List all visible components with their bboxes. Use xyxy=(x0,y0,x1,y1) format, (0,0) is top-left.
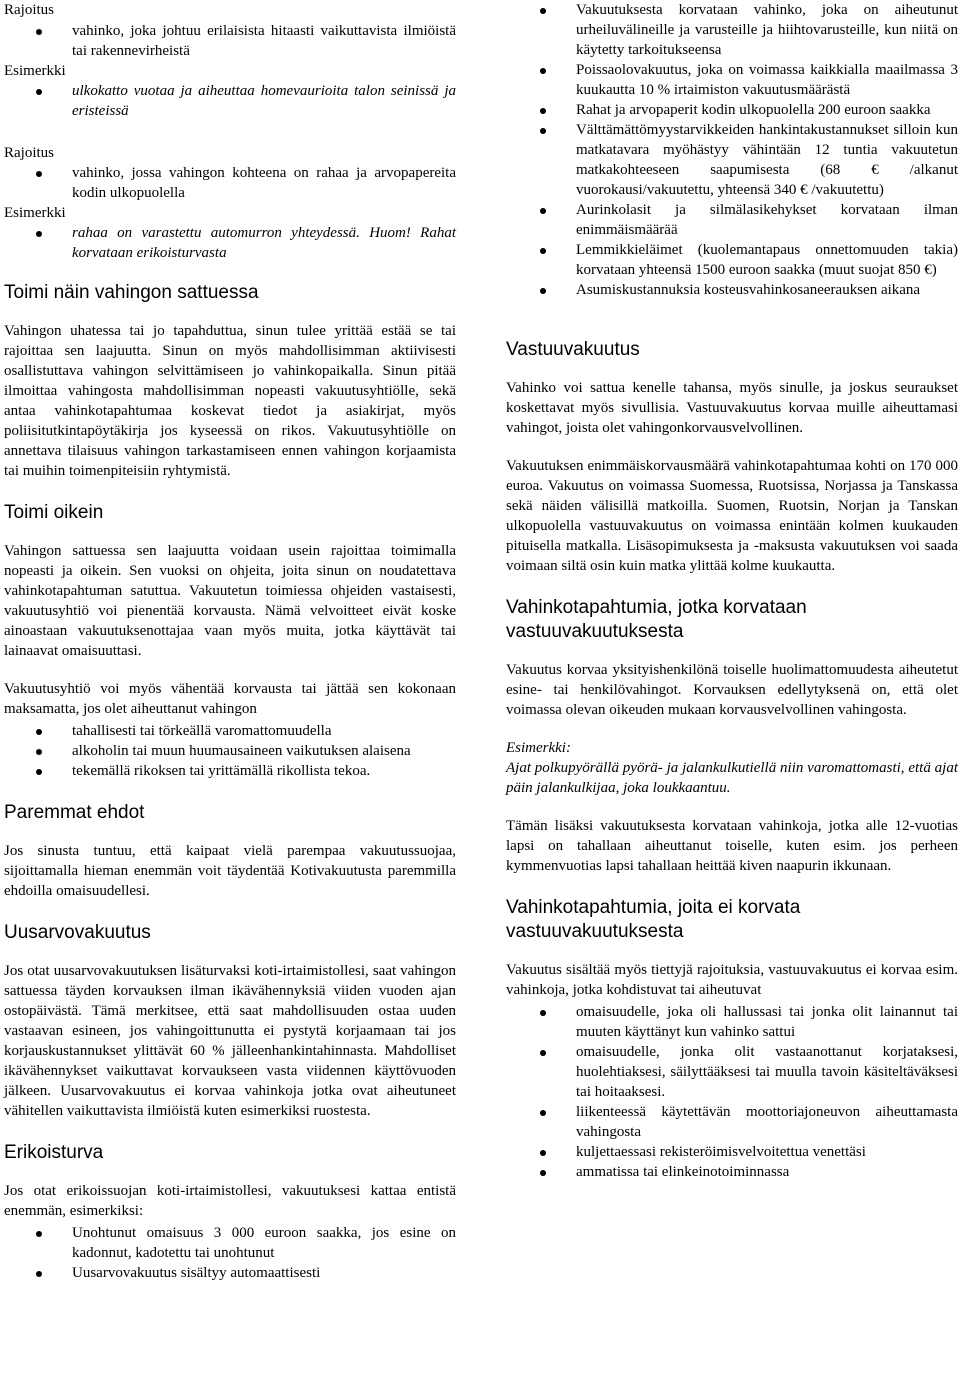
esimerkki-list xyxy=(4,81,456,121)
list-item: Välttämättömyystarvikkeiden hankintakustannukset silloin kun matkatavara myöhästyy vähintään 12 tuntia vakuutetun matkakohteeseen saapumisesta (68 € /alkanut vuorokausi/vakuutettu, yhteensä 340 € /vakuutettu) xyxy=(506,120,958,200)
list-item: Unohtunut omaisuus 3 000 euroon saakka, jos esine on kadonnut, kadotettu tai unohtunut xyxy=(4,1223,456,1263)
paragraph: Jos otat erikoissuojan koti-irtaimistollesi, vakuutuksesi kattaa entistä enemmän, esimerkiksi: xyxy=(4,1183,456,1219)
left-column xyxy=(4,0,456,1283)
section-heading: Paremmat ehdot xyxy=(4,802,145,823)
rajoitus-list xyxy=(4,163,456,203)
exclusions-list xyxy=(506,1002,958,1182)
paragraph: Jos otat uusarvovakuutuksen lisäturvaksi koti-irtaimistollesi, saat vahingon sattuessa täyden korvauksen ilman ikävähennyksiä viiden vuoden ajan ostopäivästä. Tämä merkitsee, että saat mahdollisuuden ostaa uuden vastaavan esineen, jos vahingoittunutta ei pystytä korjaamaan tai jos korjauskustannukset ylittävät 60 % jälleenhankintahinnasta. Mahdolliset ikävähennykset vaikuttavat korvaukseen vasta viidennen käyttövuoden jälkeen. Uusarvovakuutus ei korvaa vahinkoja jotka ovat aiheutuneet vähitellen vaikuttavista ilmiöistä kuten esimerkiksi ruostesta. xyxy=(4,963,456,1119)
list-item: tahallisesti tai törkeällä varomattomuudella xyxy=(4,721,456,741)
rajoitus-label: Rajoitus xyxy=(4,2,55,18)
section-heading: Toimi näin vahingon sattuessa xyxy=(4,282,259,303)
esimerkki-label: Esimerkki xyxy=(4,205,66,221)
list-item: tekemällä rikoksen tai yrittämällä rikollista tekoa. xyxy=(4,761,456,781)
esimerkki-label: Esimerkki: xyxy=(506,740,571,756)
paragraph: Vahingon uhatessa tai jo tapahduttua, sinun tulee yrittää estää se tai rajoittaa sen laajuutta. Sinun on myös mahdollisimman aktiivisesti osallistuttava vahingon selvittämiseen jo vahinkopaikalla. Sinun pitää ilmoittaa vahingosta mahdollisimman nopeasti vakuutusyhtiölle, sekä antaa vahinkotapahtumaa koskevat tiedot ja asiakirjat, myös poliisitutkintapöytäkirja jos kyseessä on rikos. Vakuutusyhtiölle on annettava tilaisuus vahingon tarkastamiseen ennen vahingon korjaamista tai muihin toimenpiteisiin ryhtymistä. xyxy=(4,323,456,479)
section-heading: Uusarvovakuutus xyxy=(4,922,151,943)
list-item: omaisuudelle, jonka olit vastaanottanut korjataksesi, huolehtiaksesi, säilyttääksesi tai muulla tavoin käsiteltäväksesi tai hoitaaksesi. xyxy=(506,1042,958,1102)
list-item: ammatissa tai elinkeinotoiminnassa xyxy=(506,1162,958,1182)
right-column xyxy=(506,0,958,1182)
paragraph: Tämän lisäksi vakuutuksesta korvataan vahinkoja, jotka alle 12-vuotias lapsi on tahallaan aiheuttanut toiselle, kuten esim. jos perheen kymmenvuotias lapsi tahallaan heittää kiven naapurin ikkunaan. xyxy=(506,818,958,874)
paragraph: Vahingon sattuessa sen laajuutta voidaan usein rajoittaa toimimalla nopeasti ja oikein. Sen vuoksi on ohjeita, joita sinun on noudatettava vahinkotapahtuman satuttua. Vakuutetun toimiessa ohjeiden vastaisesti, vakuutusyhtiö voi pienentää korvausta. Nämä velvoitteet eivät koske ainoastaan vakuutuksenottajaa vaan myös muita, jotka käyttävät tai lainaavat omaisuuttasi. xyxy=(4,543,456,659)
list-item: liikenteessä käytettävän moottoriajoneuvon aiheuttamasta vahingosta xyxy=(506,1102,958,1142)
list-item: Vakuutuksesta korvataan vahinko, joka on aiheutunut urheiluvälineille ja varusteille ja hiihtovarusteille, kun niitä on käytetty tarkoitukseensa xyxy=(506,0,958,60)
vahentaa-list xyxy=(4,721,456,781)
section-heading: Vastuuvakuutus xyxy=(506,339,640,360)
list-item: alkoholin tai muun huumausaineen vaikutuksen alaisena xyxy=(4,741,456,761)
list-item: rahaa on varastettu automurron yhteydessä. Huom! Rahat korvataan erikoisturvasta xyxy=(4,223,456,263)
list-item: omaisuudelle, joka oli hallussasi tai jonka olit lainannut tai muuten käyttänyt kun vahinko sattui xyxy=(506,1002,958,1042)
list-item: Aurinkolasit ja silmälasikehykset korvataan ilman enimmäismäärää xyxy=(506,200,958,240)
paragraph: Vakuutus sisältää myös tiettyjä rajoituksia, vastuuvakuutus ei korvaa esim. vahinkoja, jotka kohdistuvat tai aiheutuvat xyxy=(506,962,958,998)
paragraph: Vakuutuksen enimmäiskorvausmäärä vahinkotapahtumaa kohti on 170 000 euroa. Vakuutus on voimassa Suomessa, Ruotsissa, Norjassa ja Tanskassa sekä näiden välisillä matkoilla. Suomen, Ruotsin, Norjan ja Tanskan ulkopuolella vastuuvakuutus on voimassa enintään kolmen kuukauden pituisella matkalla. Lisäsopimuksesta ja -maksusta vakuutuksen voi saada voimaan siltä osin kuin matka ylittää kolme kuukautta. xyxy=(506,458,958,574)
esimerkki-list xyxy=(4,223,456,263)
list-item: Uusarvovakuutus sisältyy automaattisesti xyxy=(4,1263,456,1283)
paragraph: Jos sinusta tuntuu, että kaipaat vielä parempaa vakuutussuojaa, sijoittamalla hieman enemmän voit täydentää Kotivakuutusta paremmilla ehdoilla omaisuudellesi. xyxy=(4,843,456,899)
list-item: vahinko, joka johtuu erilaisista hitaasti vaikuttavista ilmiöistä tai rakennevirheistä xyxy=(4,21,456,61)
paragraph: Vakuutusyhtiö voi myös vähentää korvausta tai jättää sen kokonaan maksamatta, jos olet aiheuttanut vahingon xyxy=(4,681,456,717)
rajoitus-list xyxy=(4,21,456,61)
paragraph: Vakuutus korvaa yksityishenkilönä toiselle huolimattomuudesta aiheutetut esine- tai henkilövahingot. Korvauksen edellytyksenä on, että olet voimassa olevan oikeuden mukaan korvausvelvollinen vahingosta. xyxy=(506,662,958,718)
list-item: kuljettaessasi rekisteröimisvelvoitettua venettäsi xyxy=(506,1142,958,1162)
example-text: Ajat polkupyörällä pyörä- ja jalankulkutiellä niin varomattomasti, että ajat päin jalankulkijaa, joka loukkaantuu. xyxy=(506,760,958,796)
list-item: vahinko, jossa vahingon kohteena on rahaa ja arvopapereita kodin ulkopuolella xyxy=(4,163,456,203)
section-heading: Erikoisturva xyxy=(4,1142,104,1163)
list-item: Rahat ja arvopaperit kodin ulkopuolella 200 euroon saakka xyxy=(506,100,958,120)
list-item: Asumiskustannuksia kosteusvahinkosaneerauksen aikana xyxy=(506,280,958,300)
list-item: ulkokatto vuotaa ja aiheuttaa homevaurioita talon seinissä ja eristeissä xyxy=(4,81,456,121)
coverage-list xyxy=(506,0,958,300)
section-heading: Toimi oikein xyxy=(4,502,104,523)
section-heading: Vahinkotapahtumia, joita ei korvata vastuuvakuutuksesta xyxy=(506,897,801,942)
paragraph: Vahinko voi sattua kenelle tahansa, myös sinulle, ja joskus seuraukset koskettavat myös sivullisia. Vastuuvakuutus korvaa muille aiheuttamasi vahingot, joista olet vahingonkorvausvelvollinen. xyxy=(506,380,958,436)
esimerkki-label: Esimerkki xyxy=(4,63,66,79)
list-item: Poissaolovakuutus, joka on voimassa kaikkialla maailmassa 3 kuukautta 10 % irtaimiston vakuutusmäärästä xyxy=(506,60,958,100)
rajoitus-label: Rajoitus xyxy=(4,145,55,161)
section-heading: Vahinkotapahtumia, jotka korvataan vastuuvakuutuksesta xyxy=(506,597,807,642)
list-item: Lemmikkieläimet (kuolemantapaus onnettomuuden takia) korvataan yhteensä 1500 euroon saakka (muut suojat 850 €) xyxy=(506,240,958,280)
erikois-list xyxy=(4,1223,456,1283)
